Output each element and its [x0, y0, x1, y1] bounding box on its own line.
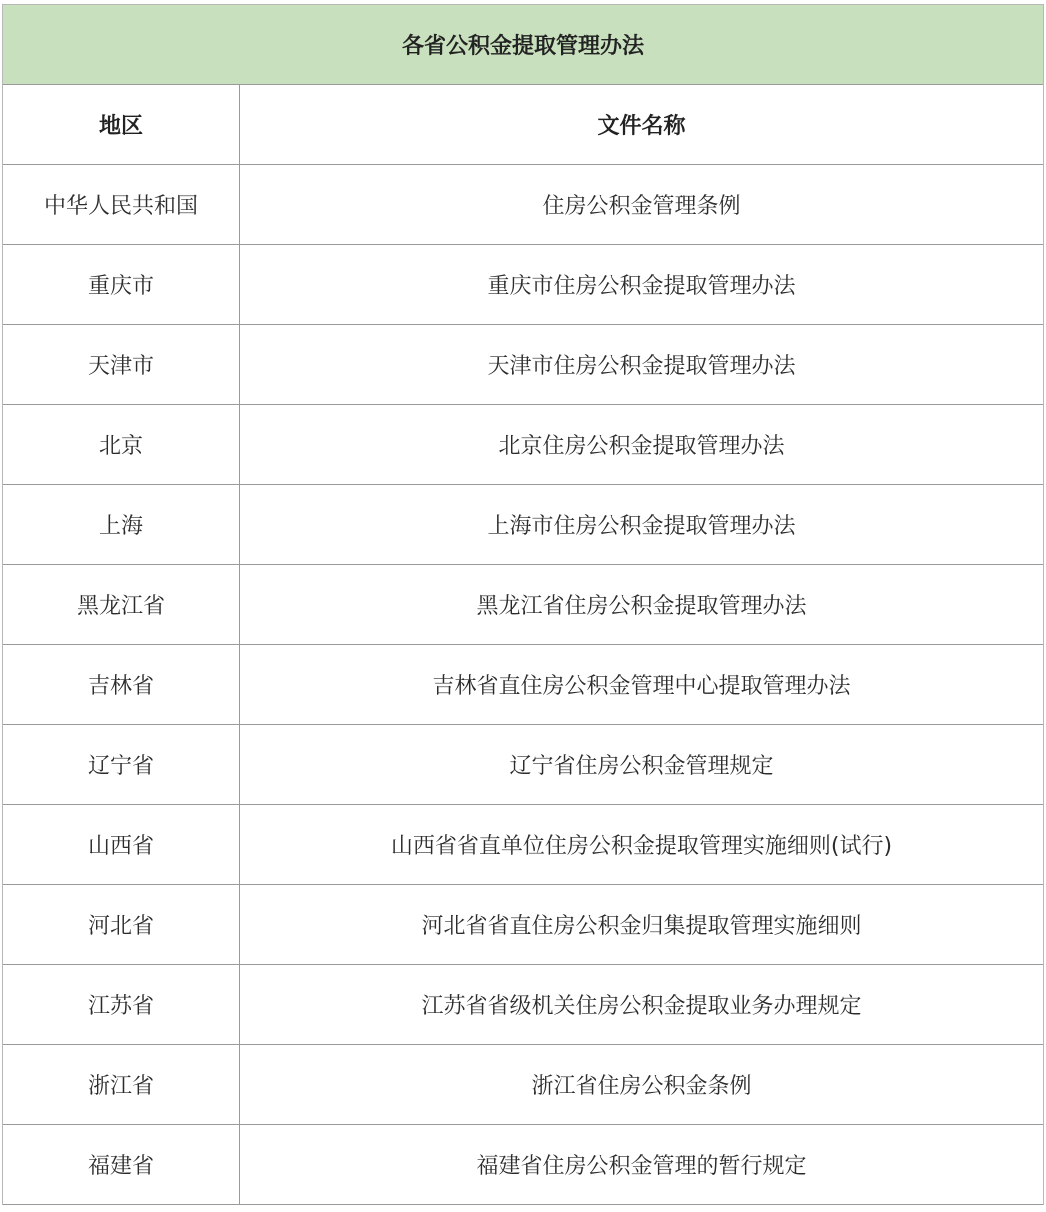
- region-cell: 重庆市: [3, 245, 240, 324]
- document-cell: 浙江省住房公积金条例: [531, 1074, 752, 1099]
- document-cell: 辽宁省住房公积金管理规定: [509, 754, 774, 779]
- region-cell: 北京: [3, 405, 240, 484]
- table-row: [3, 725, 1043, 805]
- region-cell: 山西省: [3, 805, 240, 884]
- document-cell: 北京住房公积金提取管理办法: [498, 434, 785, 459]
- document-cell: 上海市住房公积金提取管理办法: [487, 514, 796, 539]
- region-cell: 浙江省: [3, 1045, 240, 1124]
- region-cell: 江苏省: [3, 965, 240, 1044]
- header-region: 地区: [3, 85, 240, 164]
- document-cell: 住房公积金管理条例: [542, 194, 741, 219]
- table-row: [3, 325, 1043, 405]
- region-cell: 上海: [3, 485, 240, 564]
- region-cell: 天津市: [3, 325, 240, 404]
- region-cell: 福建省: [3, 1125, 240, 1204]
- table-row: [3, 965, 1043, 1045]
- document-cell: 山西省省直单位住房公积金提取管理实施细则(试行): [390, 834, 893, 859]
- document-cell: 福建省住房公积金管理的暂行规定: [476, 1154, 807, 1179]
- document-cell: 江苏省省级机关住房公积金提取业务办理规定: [421, 994, 862, 1019]
- table-row: [3, 565, 1043, 645]
- table-row: [3, 805, 1043, 885]
- table-row: [3, 165, 1043, 245]
- table-row: [3, 485, 1043, 565]
- region-cell: 吉林省: [3, 645, 240, 724]
- header-document: 文件名称: [597, 114, 686, 139]
- document-cell: 吉林省直住房公积金管理中心提取管理办法: [432, 674, 851, 699]
- table-title: 各省公积金提取管理办法: [3, 4, 1043, 85]
- table-row: [3, 885, 1043, 965]
- region-cell: 河北省: [3, 885, 240, 964]
- table-header-row: [3, 85, 1043, 165]
- table-row: [3, 1045, 1043, 1125]
- table-row: [3, 405, 1043, 485]
- region-cell: 中华人民共和国: [3, 165, 240, 244]
- document-cell: 黑龙江省住房公积金提取管理办法: [476, 594, 807, 619]
- table-row: [3, 1125, 1043, 1205]
- table-row: [3, 245, 1043, 325]
- region-cell: 辽宁省: [3, 725, 240, 804]
- document-cell: 重庆市住房公积金提取管理办法: [487, 274, 796, 299]
- policy-table: [2, 4, 1044, 1205]
- table-row: [3, 645, 1043, 725]
- document-cell: 天津市住房公积金提取管理办法: [487, 354, 796, 379]
- region-cell: 黑龙江省: [3, 565, 240, 644]
- document-cell: 河北省省直住房公积金归集提取管理实施细则: [421, 914, 862, 939]
